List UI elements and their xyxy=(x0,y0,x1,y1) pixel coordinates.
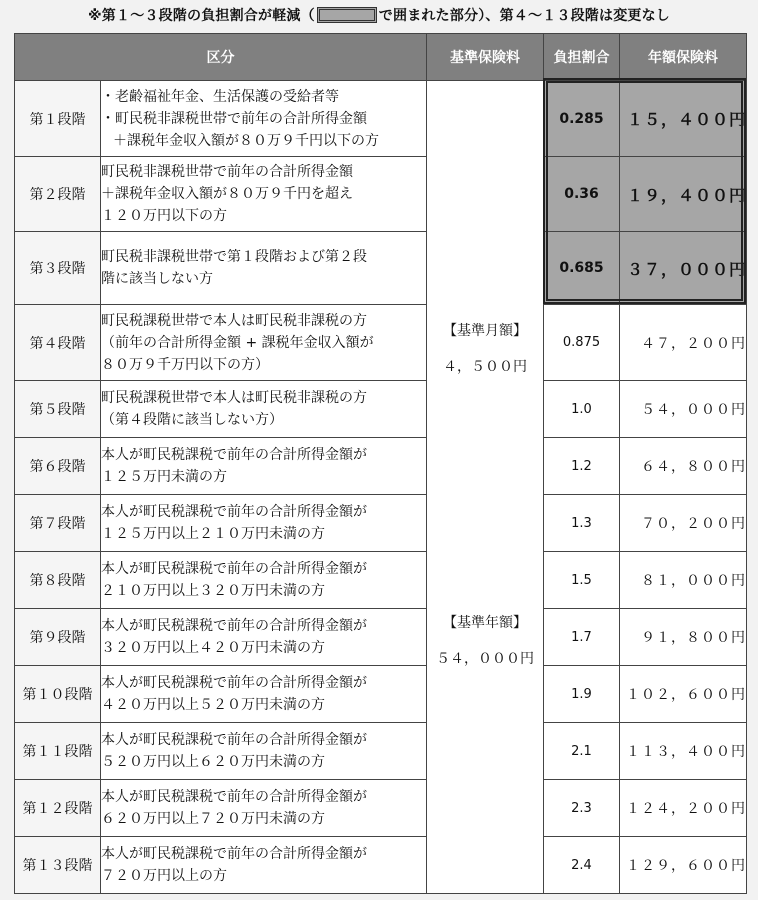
annual-premium-cell: １０２，６００円 xyxy=(620,666,747,723)
ratio-cell: 1.0 xyxy=(544,381,620,438)
base-annual-label: 【基準年額】 xyxy=(443,615,527,631)
stage-cell: 第３段階 xyxy=(15,232,101,305)
base-monthly-value: ４，５００円 xyxy=(443,359,527,375)
table-row xyxy=(15,438,747,495)
header-category: 区分 xyxy=(15,34,427,81)
description-line: ４２０万円以上５２０万円未満の方 xyxy=(101,697,325,713)
description-line: ・町民税非課税世帯で前年の合計所得金額 xyxy=(101,110,367,127)
ratio-cell: 1.3 xyxy=(544,495,620,552)
stage-cell: 第１０段階 xyxy=(15,666,101,723)
description-line: １２５万円未満の方 xyxy=(101,469,227,485)
stage-cell: 第２段階 xyxy=(15,157,101,232)
table-row xyxy=(15,232,747,305)
table-row xyxy=(15,495,747,552)
header-row xyxy=(15,34,747,81)
description-line: ＋課税年金収入額が８０万９千円を超え xyxy=(101,186,353,202)
stage-cell: 第１２段階 xyxy=(15,780,101,837)
annual-premium-cell: ３７，０００円 xyxy=(620,232,747,305)
stage-cell: 第５段階 xyxy=(15,381,101,438)
annual-premium-cell: ７０，２００円 xyxy=(620,495,747,552)
ratio-cell: 2.1 xyxy=(544,723,620,780)
stage-cell: 第１３段階 xyxy=(15,837,101,894)
base-premium-cell xyxy=(427,81,544,894)
description-cell xyxy=(101,609,427,666)
description-line: 町民税非課税世帯で前年の合計所得金額 xyxy=(101,164,353,180)
ratio-cell: 1.5 xyxy=(544,552,620,609)
table-row xyxy=(15,381,747,438)
annual-premium-cell: １１３，４００円 xyxy=(620,723,747,780)
annual-premium-cell: １５，４００円 xyxy=(620,81,747,157)
description-line: ６２０万円以上７２０万円未満の方 xyxy=(101,811,325,827)
ratio-cell: 2.3 xyxy=(544,780,620,837)
description-cell xyxy=(101,495,427,552)
description-line: ３２０万円以上４２０万円未満の方 xyxy=(101,640,325,656)
description-line: ・老齢福祉年金、生活保護の受給者等 xyxy=(101,88,339,105)
header-ratio: 負担割合 xyxy=(544,34,620,81)
ratio-cell: 0.36 xyxy=(544,157,620,232)
ratio-cell: 0.875 xyxy=(544,305,620,381)
stage-cell: 第１段階 xyxy=(15,81,101,157)
description-line: ＋課税年金収入額が８０万９千円以下の方 xyxy=(113,132,379,149)
description-line: ７２０万円以上の方 xyxy=(101,868,227,884)
description-line: 本人が町民税課税で前年の合計所得金額が xyxy=(101,846,367,862)
table-row xyxy=(15,157,747,232)
description-line: 町民税非課税世帯で第１段階および第２段 xyxy=(101,249,367,265)
note-suffix: で囲まれた部分）、第４～１３段階は変更なし xyxy=(378,8,670,24)
ratio-cell: 1.9 xyxy=(544,666,620,723)
annual-premium-cell: ９１，８００円 xyxy=(620,609,747,666)
description-line: 本人が町民税課税で前年の合計所得金額が xyxy=(101,675,367,691)
description-cell xyxy=(101,723,427,780)
description-cell xyxy=(101,157,427,232)
header-base-premium: 基準保険料 xyxy=(427,34,544,81)
description-line: （前年の合計所得金額 + 課税年金収入額が xyxy=(101,334,374,351)
description-cell xyxy=(101,780,427,837)
table-row xyxy=(15,666,747,723)
stage-cell: 第６段階 xyxy=(15,438,101,495)
description-line: 町民税課税世帯で本人は町民税非課税の方 xyxy=(101,390,367,406)
description-line: 町民税課税世帯で本人は町民税非課税の方 xyxy=(101,312,367,329)
description-cell xyxy=(101,305,427,381)
stage-cell: 第９段階 xyxy=(15,609,101,666)
description-line: 本人が町民税課税で前年の合計所得金額が xyxy=(101,789,367,805)
table-body xyxy=(15,81,747,894)
stage-cell: 第１１段階 xyxy=(15,723,101,780)
insurance-fee-table xyxy=(14,33,747,894)
table-row xyxy=(15,552,747,609)
description-cell xyxy=(101,837,427,894)
header-annual-premium: 年額保険料 xyxy=(620,34,747,81)
description-cell xyxy=(101,666,427,723)
ratio-cell: 1.7 xyxy=(544,609,620,666)
ratio-cell: 0.285 xyxy=(544,81,620,157)
description-cell xyxy=(101,381,427,438)
ratio-cell: 0.685 xyxy=(544,232,620,305)
description-line: ２１０万円以上３２０万円未満の方 xyxy=(101,583,325,599)
description-line: １２０万円以下の方 xyxy=(101,208,227,224)
description-line: １２５万円以上２１０万円未満の方 xyxy=(101,526,325,542)
ratio-cell: 2.4 xyxy=(544,837,620,894)
base-monthly-label: 【基準月額】 xyxy=(443,323,527,339)
description-cell xyxy=(101,438,427,495)
table-row xyxy=(15,780,747,837)
stage-cell: 第８段階 xyxy=(15,552,101,609)
annual-premium-cell: １２４，２００円 xyxy=(620,780,747,837)
table-row xyxy=(15,723,747,780)
annual-premium-cell: １９，４００円 xyxy=(620,157,747,232)
base-monthly xyxy=(427,313,543,385)
description-line: 本人が町民税課税で前年の合計所得金額が xyxy=(101,618,367,634)
annual-premium-cell: ５４，０００円 xyxy=(620,381,747,438)
description-cell xyxy=(101,552,427,609)
highlight-swatch xyxy=(317,7,377,23)
description-line: 本人が町民税課税で前年の合計所得金額が xyxy=(101,732,367,748)
table-row xyxy=(15,609,747,666)
ratio-cell: 1.2 xyxy=(544,438,620,495)
annual-premium-cell: ４７，２００円 xyxy=(620,305,747,381)
description-line: 本人が町民税課税で前年の合計所得金額が xyxy=(101,447,367,463)
annual-premium-cell: ８１，０００円 xyxy=(620,552,747,609)
base-annual-value: ５４，０００円 xyxy=(436,651,534,667)
table-row xyxy=(15,305,747,381)
description-line: ５２０万円以上６２０万円未満の方 xyxy=(101,754,325,770)
annual-premium-cell: １２９，６００円 xyxy=(620,837,747,894)
table-row xyxy=(15,81,747,157)
description-line: 本人が町民税課税で前年の合計所得金額が xyxy=(101,561,367,577)
base-annual xyxy=(427,605,543,677)
table-note xyxy=(0,0,758,30)
description-cell xyxy=(101,232,427,305)
stage-cell: 第４段階 xyxy=(15,305,101,381)
description-line: ８０万９千万円以下の方） xyxy=(101,356,269,373)
description-line: 階に該当しない方 xyxy=(101,271,213,287)
table-row xyxy=(15,837,747,894)
description-cell xyxy=(101,81,427,157)
description-line: 本人が町民税課税で前年の合計所得金額が xyxy=(101,504,367,520)
annual-premium-cell: ６４，８００円 xyxy=(620,438,747,495)
stage-cell: 第７段階 xyxy=(15,495,101,552)
description-line: （第４段階に該当しない方） xyxy=(101,412,283,428)
note-prefix: ※第１～３段階の負担割合が軽減（ xyxy=(87,8,315,24)
